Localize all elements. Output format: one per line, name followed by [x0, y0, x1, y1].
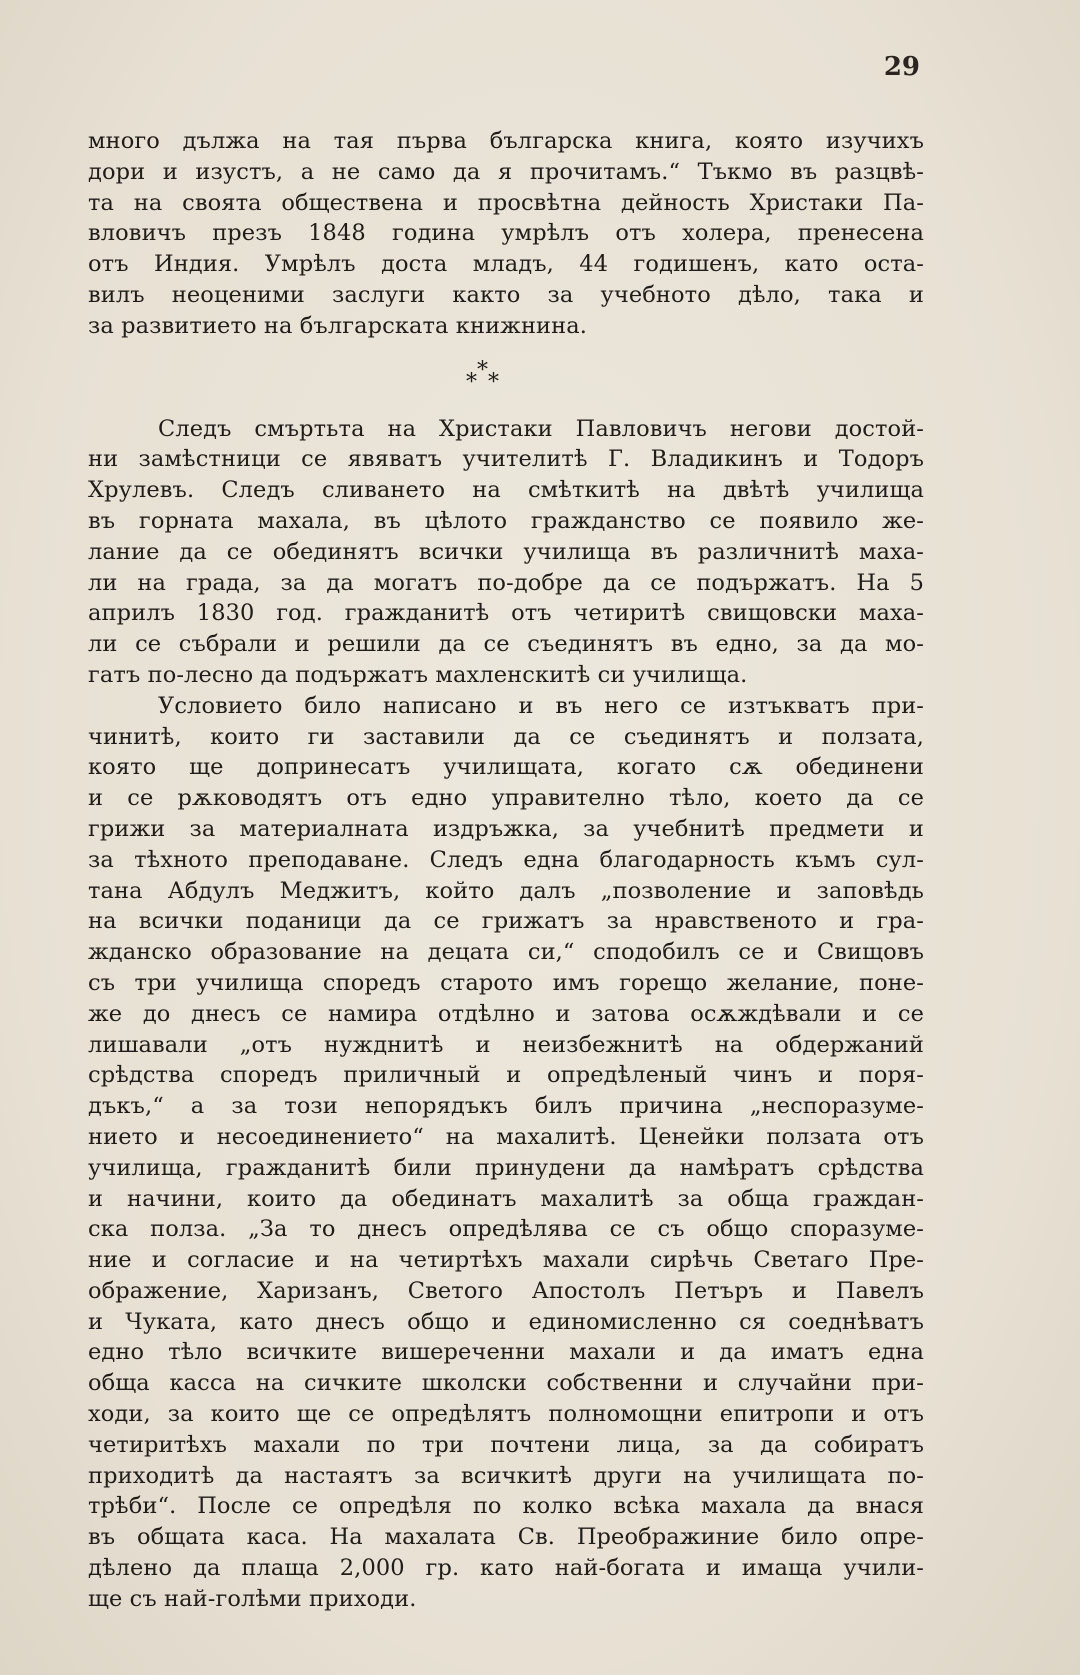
text-line: же до днесъ се намира отдѣлно и затова осѫждѣвали и се [88, 1000, 924, 1027]
text-line: грижи за материалната издръжка, за учебнитѣ предмети и [88, 815, 924, 842]
text-line: априлъ 1830 год. гражданитѣ отъ четиритѣ свищовски маха- [88, 600, 924, 627]
page-number: 29 [883, 52, 920, 82]
text-line: дори и изустъ, а не само да я прочитамъ.“ Тъкмо въ разцвѣ- [88, 158, 924, 185]
text-line: ни замѣстници се явяватъ учителитѣ Г. Владикинъ и Тодоръ [88, 446, 924, 473]
text-line: обща касса на сичките школски собственни и случайни при- [88, 1370, 924, 1397]
text-line: Хрулевъ. Следъ сливането на смѣткитѣ на двѣтѣ училища [88, 477, 924, 504]
text-line: и начини, които да обединатъ махалитѣ за обща граждан- [88, 1185, 924, 1212]
text-line: и се рѫководятъ отъ едно управително тѣло, което да се [88, 785, 924, 812]
text-line: за тѣхното преподаване. Следъ една благодарность къмъ сул- [88, 846, 924, 873]
text-line: ли се събрали и решили да се съединятъ въ едно, за да мо- [88, 631, 924, 658]
text-line: лание да се обединятъ всички училища въ различнитѣ маха- [88, 538, 924, 565]
text-line: съ три училища споредъ старото имъ горещо желание, поне- [88, 969, 924, 996]
text-line: Условието било написано и въ него се изтъкватъ при- [158, 692, 924, 719]
paragraph-1 [88, 126, 924, 342]
text-line: ли на града, за да могатъ по-добре да се подържатъ. На 5 [88, 569, 924, 596]
text-line: ще съ най-голѣми приходи. [88, 1585, 417, 1612]
text-line: вловичъ презъ 1848 година умрѣлъ отъ холера, пренесена [88, 220, 924, 247]
text-line: ображение, Харизанъ, Светого Апостолъ Петъръ и Павелъ [88, 1277, 924, 1304]
separator-star: * [466, 369, 477, 395]
text-line: тана Абдулъ Меджитъ, който далъ „позволение и заповѣдь [88, 877, 924, 904]
section-separator [88, 342, 924, 414]
text-line: дѣлено да плаща 2,000 гр. като най-богата и имаща учили- [88, 1555, 924, 1582]
text-line: едно тѣло всичките вишереченни махали и да иматъ една [88, 1339, 924, 1366]
body-text [88, 126, 924, 1615]
text-line: лишавали „отъ нужднитѣ и неизбежнитѣ на обдержаний [88, 1031, 924, 1058]
text-line: гатъ по-лесно да подържатъ махленскитѣ си училища. [88, 661, 748, 688]
text-line: вилъ неоценими заслуги както за учебното дѣло, така и [88, 281, 924, 308]
paragraph-3 [88, 691, 924, 1615]
text-line: приходитѣ да настаятъ за всичкитѣ други на училищата по- [88, 1462, 924, 1489]
text-line: отъ Индия. Умрѣлъ доста младъ, 44 годишенъ, като оста- [88, 251, 924, 278]
text-line: за развитието на българската книжнина. [88, 312, 588, 339]
text-line: много дължа на тая първа българска книга, която изучихъ [88, 128, 924, 154]
text-line: на всички поданици да се грижатъ за нравственото и гра- [88, 908, 924, 935]
text-line: нието и несоединението“ на махалитѣ. Ценейки ползата отъ [88, 1123, 924, 1150]
text-line: и Чуката, като днесъ общо и единомисленно ся соеднѣватъ [88, 1308, 924, 1335]
text-line: жданско образование на децата си,“ сподобилъ се и Свищовъ [88, 939, 924, 966]
text-line: ходи, за които ще се опредѣлятъ полномощни епитропи и отъ [88, 1401, 924, 1428]
text-line: дъкъ,“ а за този непорядъкъ билъ причина „неспоразуме- [88, 1093, 924, 1120]
text-line: въ горната махала, въ цѣлото гражданство се появило же- [88, 507, 924, 534]
text-line: която ще допринесатъ училищата, когато сѫ обединени [88, 754, 924, 781]
text-line: ние и согласие и на четиртѣхъ махали сирѣчь Светаго Пре- [88, 1247, 924, 1274]
text-line: въ общата каса. На махалата Св. Преображиние било опре- [88, 1524, 924, 1551]
separator-star: * [488, 369, 499, 395]
separator-star: * [477, 357, 488, 383]
text-line: четиритѣхъ махали по три почтени лица, за да собиратъ [88, 1431, 924, 1458]
text-line: училища, гражданитѣ били принудени да намѣратъ срѣдства [88, 1154, 924, 1181]
text-line: Следъ смъртьта на Христаки Павловичъ негови достой- [158, 415, 924, 442]
text-line: та на своята обществена и просвѣтна дейность Христаки Па- [88, 189, 924, 216]
text-line: срѣдства споредъ приличный и опредѣленый чинъ и поря- [88, 1062, 924, 1089]
text-line: ска полза. „За то днесъ опредѣлява се съ общо споразуме- [88, 1216, 924, 1243]
text-line: чинитѣ, които ги заставили да се съединятъ и ползата, [88, 723, 924, 750]
paragraph-2 [88, 414, 924, 691]
text-line: трѣби“. После се опредѣля по колко всѣка махала да внася [88, 1493, 924, 1520]
